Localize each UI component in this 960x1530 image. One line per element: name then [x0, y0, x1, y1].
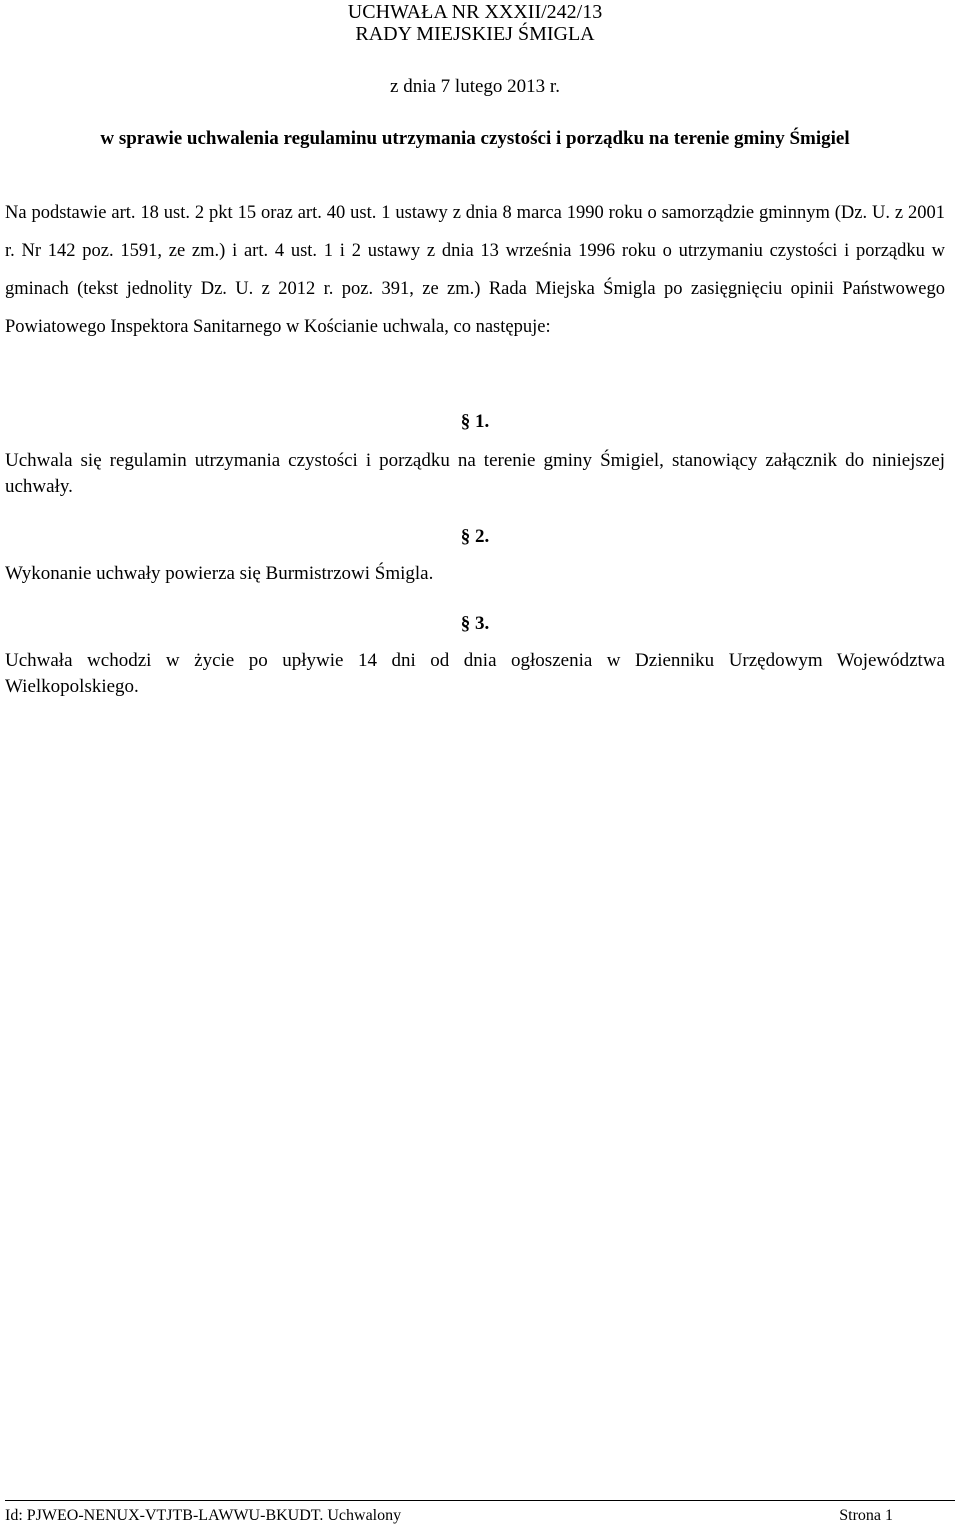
footer-document-id: Id: PJWEO-NENUX-VTJTB-LAWWU-BKUDT. Uchwalony — [5, 1507, 402, 1524]
footer-page-number: Strona 1 — [839, 1507, 893, 1524]
paragraph-1-mark: § 1. — [460, 411, 490, 432]
resolution-title: UCHWAŁA NR XXXII/242/13 — [347, 1, 603, 23]
paragraph-1-text: Uchwala się regulamin utrzymania czystości i porządku na terenie gminy Śmigiel, stanowiący załącznik do niniejszej uchwały. — [5, 450, 945, 497]
paragraph-3-mark: § 3. — [460, 613, 490, 634]
paragraph-2-text: Wykonanie uchwały powierza się Burmistrzowi Śmigla. — [5, 563, 434, 584]
council-name: RADY MIEJSKIEJ ŚMIGLA — [355, 23, 595, 45]
paragraph-2-mark: § 2. — [460, 526, 490, 547]
resolution-date: z dnia 7 lutego 2013 r. — [390, 76, 560, 97]
footer-divider — [5, 1500, 955, 1501]
legal-basis-preamble: Na podstawie art. 18 ust. 2 pkt 15 oraz art. 40 ust. 1 ustawy z dnia 8 marca 1990 roku o samorządzie gminnym (Dz. U. z 2001 r. Nr 142 poz. 1591, ze zm.) i art. 4 ust. 1 i 2 ustawy z dnia 13 września 1996 roku o utrzymaniu czystości i porządku w gminach (tekst jednolity Dz. U. z 2012 r. poz. 391, ze zm.) Rada Miejska Śmigla po zasięgnięciu opinii Państwowego Powiatowego Inspektora Sanitarnego w Kościanie uchwala, co następuje: — [5, 203, 945, 337]
resolution-subject: w sprawie uchwalenia regulaminu utrzymania czystości i porządku na terenie gminy Śmigiel — [100, 128, 850, 149]
paragraph-3-text: Uchwała wchodzi w życie po upływie 14 dni od dnia ogłoszenia w Dzienniku Urzędowym Województwa Wielkopolskiego. — [5, 650, 945, 697]
